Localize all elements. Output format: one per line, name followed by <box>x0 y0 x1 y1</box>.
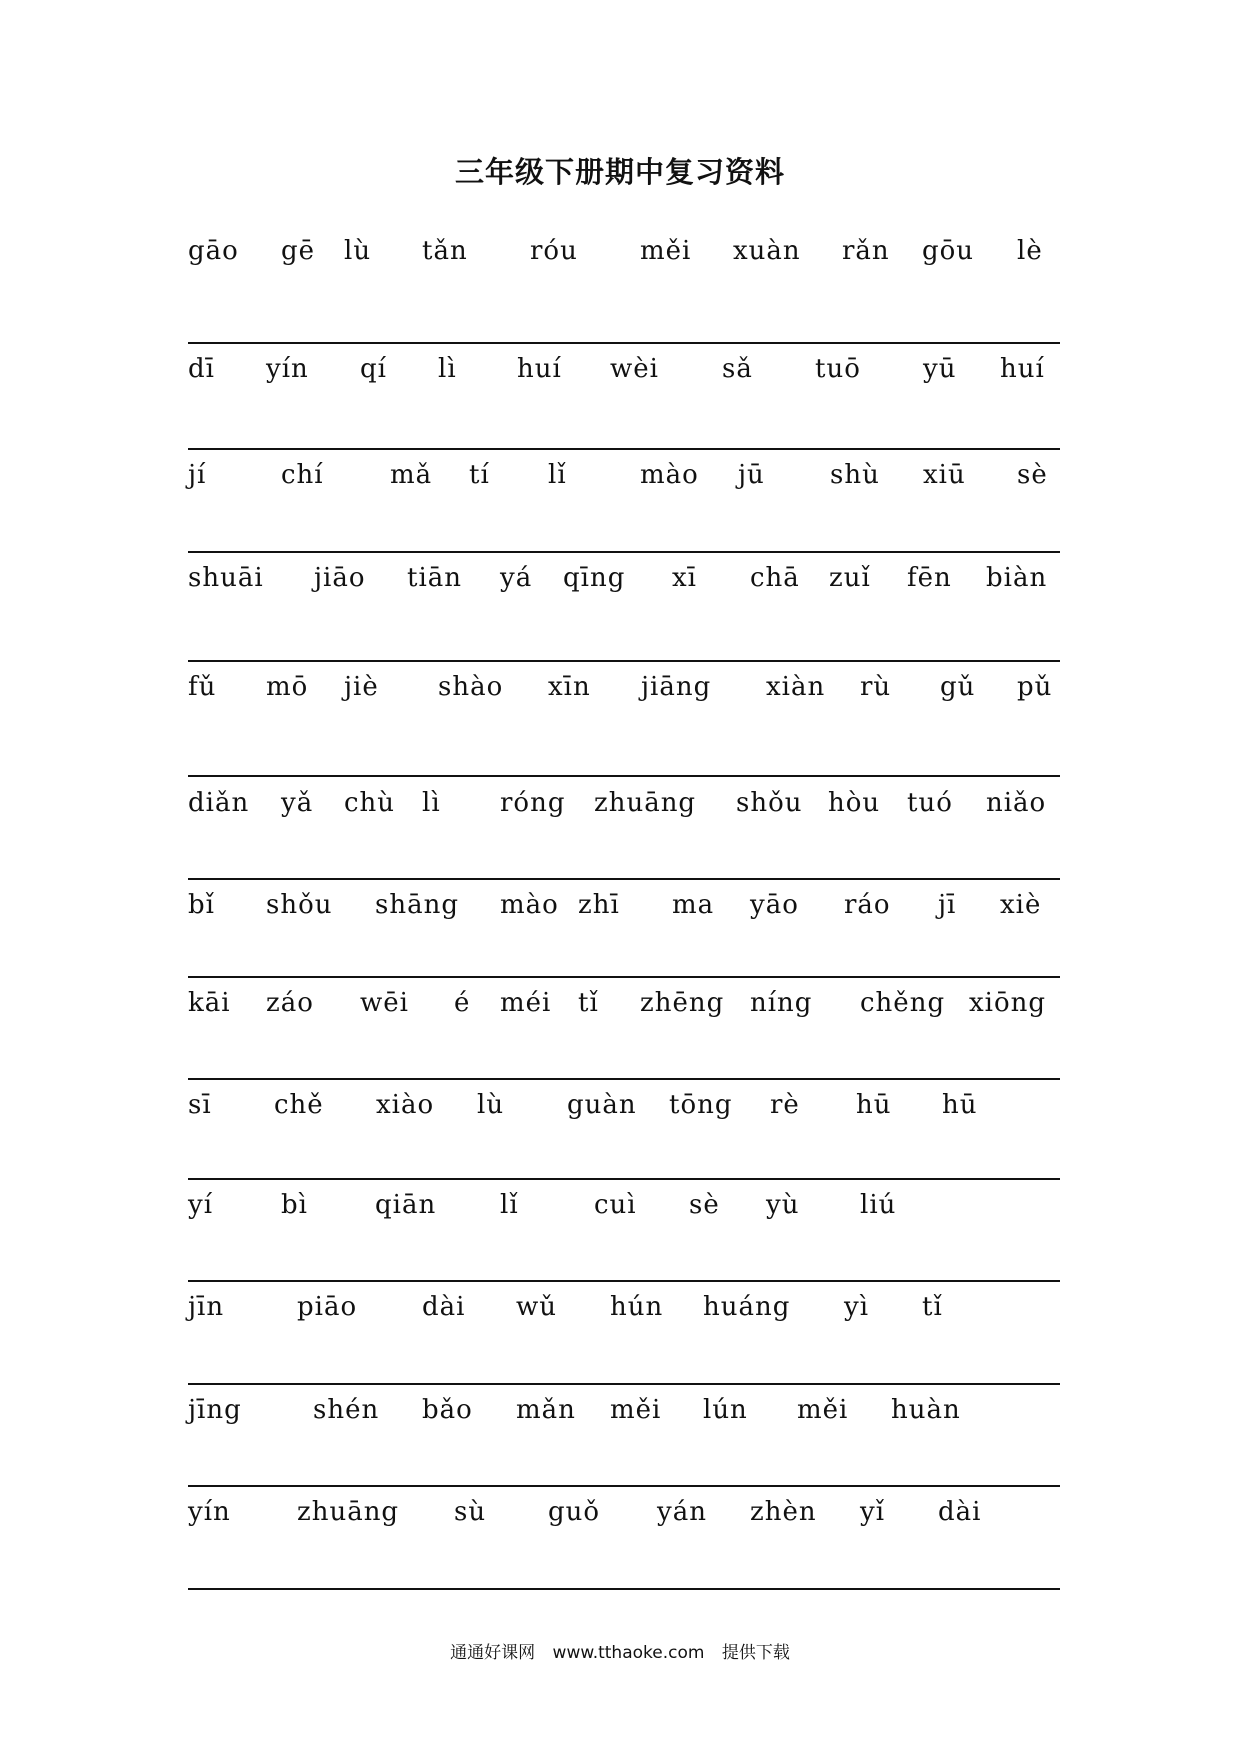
pinyin-word: yǎ <box>281 788 314 818</box>
pinyin-word: xiè <box>1000 890 1042 920</box>
pinyin-word: bǎo <box>422 1395 473 1425</box>
pinyin-word: fǔ <box>188 672 217 702</box>
footer-action: 提供下载 <box>721 1643 790 1663</box>
pinyin-word: shǒu <box>736 788 803 818</box>
pinyin-word: tǐ <box>578 988 599 1018</box>
pinyin-row <box>0 1090 1240 1130</box>
pinyin-word: jī <box>938 890 957 920</box>
pinyin-word: cuì <box>594 1190 637 1220</box>
pinyin-word: róng <box>500 788 566 818</box>
pinyin-row <box>0 672 1240 712</box>
pinyin-word: yù <box>766 1190 800 1220</box>
pinyin-word: tí <box>469 460 490 490</box>
pinyin-word: mǎn <box>516 1395 576 1425</box>
pinyin-word: biàn <box>986 563 1048 593</box>
pinyin-word: sè <box>689 1190 720 1220</box>
pinyin-word: yì <box>844 1292 870 1322</box>
pinyin-word: qīng <box>563 563 626 593</box>
pinyin-word: pǔ <box>1017 672 1053 702</box>
pinyin-word: rǎn <box>842 236 890 266</box>
pinyin-word: huàn <box>891 1395 961 1425</box>
pinyin-word: jīng <box>188 1395 242 1425</box>
pinyin-word: niǎo <box>986 788 1047 818</box>
pinyin-word: guàn <box>567 1090 637 1120</box>
pinyin-word: dài <box>422 1292 466 1322</box>
pinyin-word: lì <box>438 354 457 384</box>
pinyin-word: hū <box>856 1090 892 1120</box>
pinyin-word: qí <box>360 354 387 384</box>
pinyin-word: bǐ <box>188 890 215 920</box>
pinyin-word: shǒu <box>266 890 333 920</box>
pinyin-word: shù <box>830 460 880 490</box>
pinyin-word: yín <box>188 1497 231 1527</box>
pinyin-word: tōng <box>669 1090 733 1120</box>
pinyin-word: ma <box>672 890 715 920</box>
pinyin-word: huí <box>1000 354 1045 384</box>
pinyin-word: zhēng <box>640 988 725 1018</box>
pinyin-word: qiān <box>375 1190 437 1220</box>
pinyin-word: shào <box>438 672 504 702</box>
pinyin-word: xiàn <box>766 672 826 702</box>
writing-line <box>188 1485 1060 1487</box>
page-title: 三年级下册期中复习资料 <box>454 155 785 189</box>
pinyin-word: lè <box>1017 236 1043 266</box>
pinyin-word: xiōng <box>969 988 1047 1018</box>
pinyin-word: shuāi <box>188 563 264 593</box>
pinyin-word: jiāo <box>314 563 366 593</box>
footer-site-name: 通通好课网 <box>450 1643 536 1663</box>
pinyin-word: yín <box>266 354 309 384</box>
pinyin-word: wèi <box>610 354 659 384</box>
pinyin-word: liú <box>860 1190 897 1220</box>
writing-line <box>188 1178 1060 1180</box>
pinyin-word: chěng <box>860 988 946 1018</box>
pinyin-word: chù <box>344 788 396 818</box>
pinyin-word: diǎn <box>188 788 250 818</box>
pinyin-word: jiè <box>344 672 379 702</box>
pinyin-word: zhuāng <box>297 1497 400 1527</box>
pinyin-word: gāo <box>188 236 239 266</box>
pinyin-word: rù <box>860 672 892 702</box>
pinyin-word: méi <box>500 988 552 1018</box>
pinyin-word: jīn <box>188 1292 225 1322</box>
writing-line <box>188 976 1060 978</box>
writing-line <box>188 342 1060 344</box>
pinyin-word: guǒ <box>548 1497 601 1527</box>
writing-line <box>188 1383 1060 1385</box>
pinyin-row <box>0 236 1240 276</box>
pinyin-word: xīn <box>548 672 591 702</box>
pinyin-word: mào <box>640 460 699 490</box>
pinyin-word: gōu <box>922 236 975 266</box>
pinyin-word: xiū <box>923 460 966 490</box>
pinyin-word: tuō <box>815 354 861 384</box>
pinyin-row <box>0 988 1240 1028</box>
writing-line <box>188 1078 1060 1080</box>
pinyin-word: yí <box>188 1190 214 1220</box>
pinyin-word: hòu <box>828 788 881 818</box>
pinyin-word: chā <box>750 563 800 593</box>
pinyin-word: lǐ <box>548 460 567 490</box>
pinyin-word: xuàn <box>733 236 801 266</box>
pinyin-word: zuǐ <box>829 563 871 593</box>
pinyin-word: jū <box>738 460 765 490</box>
pinyin-word: róu <box>530 236 578 266</box>
pinyin-word: dī <box>188 354 215 384</box>
pinyin-word: měi <box>610 1395 662 1425</box>
pinyin-word: zhèn <box>750 1497 817 1527</box>
writing-line <box>188 660 1060 662</box>
writing-line <box>188 878 1060 880</box>
footer-url[interactable]: www.tthaoke.com <box>552 1643 705 1663</box>
pinyin-word: níng <box>750 988 813 1018</box>
pinyin-word: xī <box>672 563 697 593</box>
pinyin-row <box>0 1395 1240 1435</box>
pinyin-word: shāng <box>375 890 459 920</box>
pinyin-word: yǐ <box>860 1497 886 1527</box>
pinyin-word: hū <box>942 1090 978 1120</box>
writing-line <box>188 775 1060 777</box>
writing-line <box>188 1588 1060 1590</box>
footer <box>0 1638 1240 1663</box>
pinyin-row <box>0 563 1240 603</box>
pinyin-word: fēn <box>907 563 952 593</box>
pinyin-word: mō <box>266 672 309 702</box>
pinyin-word: chě <box>274 1090 324 1120</box>
pinyin-word: hún <box>610 1292 664 1322</box>
writing-line <box>188 551 1060 553</box>
pinyin-word: tǎn <box>422 236 468 266</box>
pinyin-word: jí <box>188 460 207 490</box>
pinyin-word: gē <box>281 236 316 266</box>
pinyin-word: dài <box>938 1497 982 1527</box>
pinyin-row <box>0 890 1240 930</box>
pinyin-row <box>0 1292 1240 1332</box>
pinyin-word: sè <box>1017 460 1048 490</box>
pinyin-word: yán <box>657 1497 707 1527</box>
pinyin-word: yāo <box>750 890 799 920</box>
writing-line <box>188 448 1060 450</box>
pinyin-word: yá <box>500 563 533 593</box>
pinyin-row <box>0 354 1240 394</box>
pinyin-word: měi <box>797 1395 849 1425</box>
pinyin-word: ráo <box>844 890 891 920</box>
pinyin-word: shén <box>313 1395 380 1425</box>
pinyin-word: xiào <box>376 1090 435 1120</box>
pinyin-word: sǎ <box>722 354 753 384</box>
pinyin-word: tiān <box>407 563 463 593</box>
pinyin-word: é <box>454 988 471 1018</box>
pinyin-word: jiāng <box>641 672 712 702</box>
pinyin-word: sù <box>454 1497 487 1527</box>
pinyin-word: lǐ <box>500 1190 519 1220</box>
pinyin-word: rè <box>770 1090 800 1120</box>
pinyin-word: wēi <box>360 988 409 1018</box>
pinyin-word: piāo <box>297 1292 358 1322</box>
pinyin-word: lì <box>422 788 441 818</box>
pinyin-word: mǎ <box>390 460 433 490</box>
pinyin-word: yū <box>923 354 957 384</box>
writing-line <box>188 1280 1060 1282</box>
pinyin-row <box>0 460 1240 500</box>
pinyin-word: lù <box>477 1090 505 1120</box>
pinyin-word: tuó <box>907 788 953 818</box>
pinyin-word: gǔ <box>940 672 976 702</box>
pinyin-word: zhuāng <box>594 788 697 818</box>
pinyin-word: huáng <box>703 1292 791 1322</box>
pinyin-word: sī <box>188 1090 212 1120</box>
pinyin-word: mào <box>500 890 559 920</box>
pinyin-word: bì <box>281 1190 308 1220</box>
pinyin-word: tǐ <box>922 1292 943 1322</box>
pinyin-word: huí <box>517 354 562 384</box>
pinyin-row <box>0 788 1240 828</box>
pinyin-word: lù <box>344 236 372 266</box>
pinyin-word: wǔ <box>516 1292 557 1322</box>
pinyin-word: chí <box>281 460 324 490</box>
pinyin-word: lún <box>703 1395 748 1425</box>
pinyin-word: měi <box>640 236 692 266</box>
pinyin-row <box>0 1190 1240 1230</box>
pinyin-word: kāi <box>188 988 231 1018</box>
pinyin-row <box>0 1497 1240 1537</box>
pinyin-word: zhī <box>578 890 620 920</box>
pinyin-word: záo <box>266 988 314 1018</box>
